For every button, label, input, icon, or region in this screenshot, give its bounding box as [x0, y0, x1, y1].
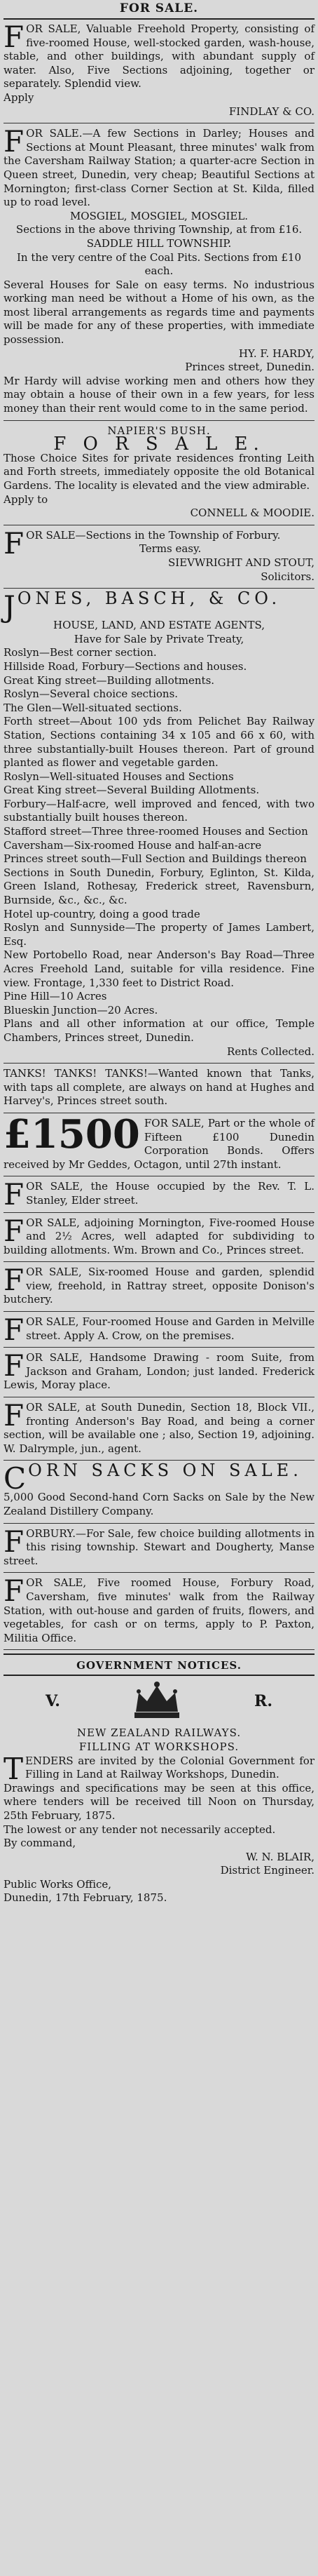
drop-cap: T — [4, 1751, 24, 1786]
ad-text: In the very centre of the Coal Pits. Sections from £10 each. — [17, 250, 301, 278]
ad-footer: Rents Collected. — [227, 1045, 314, 1058]
ad-text: OR SALE—Sections in the Township of Forbury. — [26, 528, 281, 542]
ad-heading: ONES, BASCH, & CO. — [17, 589, 282, 609]
ad-text: Mr Hardy will advise working men and others how they may obtain a house of their own in a few years, for less money than their rent would come to in the same period. — [4, 374, 314, 415]
property-item: Stafford street—Three three-roomed Houses and Section — [4, 825, 308, 838]
property-item: Plans and all other information at our office, Temple Chambers, Princes street, Dunedin. — [4, 1017, 314, 1044]
ad-text: Drawings and specifications may be seen at this office, where tenders will be received till Noon on Thursday, 25th February, 1875. — [4, 1781, 314, 1822]
ad-text: TANKS! TANKS! TANKS!—Wanted known that Tanks, with taps all complete, are always on hand at Hughes and Harvey's, Princes street south. — [4, 1067, 314, 1108]
property-item: Roslyn and Sunnyside—The property of James Lambert, Esq. — [4, 921, 314, 948]
ad-short — [4, 1348, 314, 1393]
ad-signature: FINDLAY & CO. — [228, 105, 314, 118]
property-item: New Portobello Road, near Anderson's Bay Road—Three Acres Freehold Land, suitable for villa residence. Fine view. Frontage, 1,330 feet to District Road. — [4, 948, 314, 989]
crest-letter-v: V. — [46, 1691, 60, 1710]
property-item: Hillside Road, Forbury—Sections and houses. — [4, 659, 247, 673]
ad-short — [4, 1524, 314, 1569]
ad-text: ORBURY.—For Sale, few choice building allotments in this rising township. Stewart and Dougherty, Manse street. — [4, 1527, 314, 1567]
property-item: Sections in South Dunedin, Forbury, Eglinton, St. Kilda, Green Island, Rothesay, Frederick street, Ravensburn, Burnside, &c., &c., &c. — [4, 866, 314, 907]
crown-icon — [129, 1680, 185, 1722]
ad-text: OR SALE, the House occupied by the Rev. T. L. Stanley, Elder street. — [26, 1180, 314, 1207]
ad-address: Public Works Office, — [4, 1877, 112, 1891]
property-item: Roslyn—Several choice sections. — [4, 687, 179, 701]
property-item: Forbury—Half-acre, well improved and fenced, with two substantially built houses thereon. — [4, 797, 314, 824]
drop-cap: F — [4, 1213, 25, 1248]
royal-crest — [4, 1680, 314, 1722]
ad-text: Have for Sale by Private Treaty, — [74, 632, 244, 645]
ad-short — [4, 1398, 314, 1456]
divider — [4, 1311, 314, 1312]
drop-cap: F — [4, 1398, 25, 1433]
ad-short — [4, 1461, 314, 1518]
ad-text: 5,000 Good Second-hand Corn Sacks on Sale by the New Zealand Distillery Company. — [4, 1491, 314, 1517]
property-list — [4, 646, 314, 1045]
ad-address: Princes street, Dunedin. — [185, 361, 314, 374]
ad-heading: SADDLE HILL TOWNSHIP. — [86, 236, 232, 250]
crest-letter-r: R. — [254, 1691, 272, 1710]
ad-text: FOR SALE, Part or the whole of Fifteen £100 Dunedin Corporation Bonds. Offers received by Mr Geddes, Octagon, until 27th instant. — [4, 1116, 314, 1171]
drop-cap: F — [4, 525, 25, 561]
ad-heading: NAPIER'S BUSH. — [107, 424, 211, 437]
ad-text: Those Choice Sites for private residences fronting Leith and Forth streets, immediately opposite the old Botanical Gardens. The locality is elevated and the view admirable. — [4, 451, 314, 492]
property-item: The Glen—Well-situated sections. — [4, 701, 182, 714]
ad-text: OR SALE, Five roomed House, Forbury Road, Caversham, five minutes' walk from the Railway Station, with out-house and garden of fruits, flowers, and vegetables, for cash or on terms, apply to P. Paxton, Militia Office. — [4, 1576, 314, 1644]
ad-sievwright — [4, 525, 314, 584]
ad-apply: Apply — [4, 90, 34, 104]
ad-text: OR SALE, Four-roomed House and Garden in Melville street. Apply A. Crow, on the premises. — [26, 1315, 314, 1342]
ad-text: OR SALE.—A few Sections in Darley; Houses and Sections at Mount Pleasant, three minutes' walk from the Caversham Railway Station; a quarter-acre Section in Queen street, Dunedin, very cheap; Beautiful Sections at Mornington; first-class Corner Section at St. Kilda, filled up to road level. — [4, 127, 314, 209]
ad-hardy — [4, 124, 314, 415]
property-item: Caversham—Six-roomed House and half-an-acre — [4, 838, 262, 852]
drop-cap: J — [4, 589, 15, 624]
ad-napiers-bush — [4, 424, 314, 521]
property-item: Pine Hill—10 Acres — [4, 990, 107, 1003]
property-item: Great King street—Several Building Allotments. — [4, 784, 260, 797]
divider — [4, 1653, 314, 1655]
ad-subheading: HOUSE, LAND, AND ESTATE AGENTS, — [53, 619, 265, 632]
drop-cap: F — [4, 1263, 25, 1298]
property-item: Great King street—Building allotments. — [4, 673, 215, 687]
ad-heading: NEW ZEALAND RAILWAYS. — [76, 1726, 242, 1740]
section-header: FOR SALE. — [119, 1, 199, 15]
ad-role: District Engineer. — [220, 1864, 314, 1877]
drop-cap: F — [4, 124, 25, 159]
divider — [4, 1261, 314, 1262]
ad-text: OR SALE, adjoining Mornington, Five-roomed House and 2½ Acres, well adapted for subdividing to building allotments. Wm. Brown and Co., Princes street. — [4, 1216, 314, 1256]
divider — [4, 18, 314, 20]
divider — [4, 1523, 314, 1524]
ad-bonds — [4, 1111, 314, 1172]
ad-signature: SIEVWRIGHT AND STOUT, — [168, 556, 314, 569]
drop-cap: F — [4, 20, 25, 54]
drop-cap: C — [4, 1461, 27, 1496]
ad-signature: W. N. BLAIR, — [246, 1850, 314, 1863]
ad-short — [4, 1576, 314, 1645]
ad-heading: MOSGIEL, MOSGIEL, MOSGIEL. — [69, 209, 249, 222]
ad-role: Solicitors. — [261, 570, 314, 583]
property-item: Roslyn—Well-situated Houses and Sections — [4, 770, 234, 783]
divider — [4, 1649, 314, 1650]
ad-text: The lowest or any tender not necessarily accepted. — [4, 1823, 276, 1836]
ad-tanks — [4, 1067, 314, 1108]
divider — [4, 1675, 314, 1676]
ad-signature: HY. F. HARDY, — [238, 347, 314, 360]
ad-text: OR SALE, Valuable Freehold Property, consisting of five-roomed House, well-stocked garden, wash-house, stable, and other buildings, with abundant supply of water. Also, Five Sections adjoining, together or separately. Splendid view. — [4, 22, 314, 90]
ad-apply: Apply to — [4, 492, 48, 506]
divider — [4, 1063, 314, 1064]
ad-subheading: FILLING AT WORKSHOPS. — [78, 1740, 240, 1753]
property-item: Forth street—About 100 yds from Pelichet Bay Railway Station, Sections containing 34 x 105 and 66 x 60, with three substantially-built Houses thereon. Part of ground planted as flower and vegetable garden. — [4, 715, 314, 770]
property-item: Blueskin Junction—20 Acres. — [4, 1003, 158, 1017]
ad-text: Sections in the above thriving Township, at from £16. — [15, 223, 303, 236]
ad-short — [4, 1313, 314, 1348]
ad-signature: CONNELL & MOODIE. — [190, 507, 314, 520]
drop-cap: F — [4, 1524, 25, 1559]
ad-short — [4, 1213, 314, 1258]
ad-text: OR SALE, Six-roomed House and garden, splendid view, freehold, in Rattray street, opposite Donison's butchery. — [4, 1266, 314, 1306]
divider — [4, 1347, 314, 1348]
drop-cap: F — [4, 1574, 25, 1609]
ad-text: OR SALE, Handsome Drawing - room Suite, from Jackson and Graham, London; just landed. Frederick Lewis, Moray place. — [4, 1351, 314, 1392]
drop-cap: F — [4, 1348, 25, 1383]
drop-cap: F — [4, 1177, 25, 1212]
ad-heading: ORN SACKS ON SALE. — [28, 1461, 303, 1481]
price-figure: £1500 — [4, 1111, 140, 1158]
divider — [4, 420, 314, 421]
ad-text: OR SALE, at South Dunedin, Section 18, Block VII., fronting Anderson's Bay Road, and being a corner section, will be available one ; also, Section 19, adjoining. W. Dalrymple, jun., agent. — [4, 1401, 314, 1455]
ad-railways — [4, 1680, 314, 1905]
property-item: Princes street south—Full Section and Buildings thereon — [4, 852, 307, 866]
ad-findlay — [4, 22, 314, 119]
property-item: Hotel up-country, doing a good trade — [4, 907, 200, 920]
ad-short — [4, 1177, 314, 1212]
ad-big-heading: F O R S A L E. — [53, 434, 265, 455]
ad-text: By command, — [4, 1837, 76, 1850]
ad-jones-basch — [4, 589, 314, 1059]
ad-date: Dunedin, 17th February, 1875. — [4, 1891, 167, 1905]
property-item: Roslyn—Best corner section. — [4, 646, 157, 659]
government-header: GOVERNMENT NOTICES. — [76, 1659, 242, 1672]
divider — [4, 1212, 314, 1213]
drop-cap: F — [4, 1313, 25, 1348]
short-ads — [4, 1177, 314, 1650]
ad-text: ENDERS are invited by the Colonial Government for Filling in Land at Railway Workshops, Dunedin. — [25, 1754, 314, 1781]
divider — [4, 1572, 314, 1573]
ad-text: Several Houses for Sale on easy terms. No industrious working man need be without a Home of his own, as the most liberal arrangements as regards time and payments will be made for any of these properties, with immediate possession. — [4, 278, 314, 347]
ad-text: Terms easy. — [139, 542, 202, 556]
ad-short — [4, 1263, 314, 1307]
